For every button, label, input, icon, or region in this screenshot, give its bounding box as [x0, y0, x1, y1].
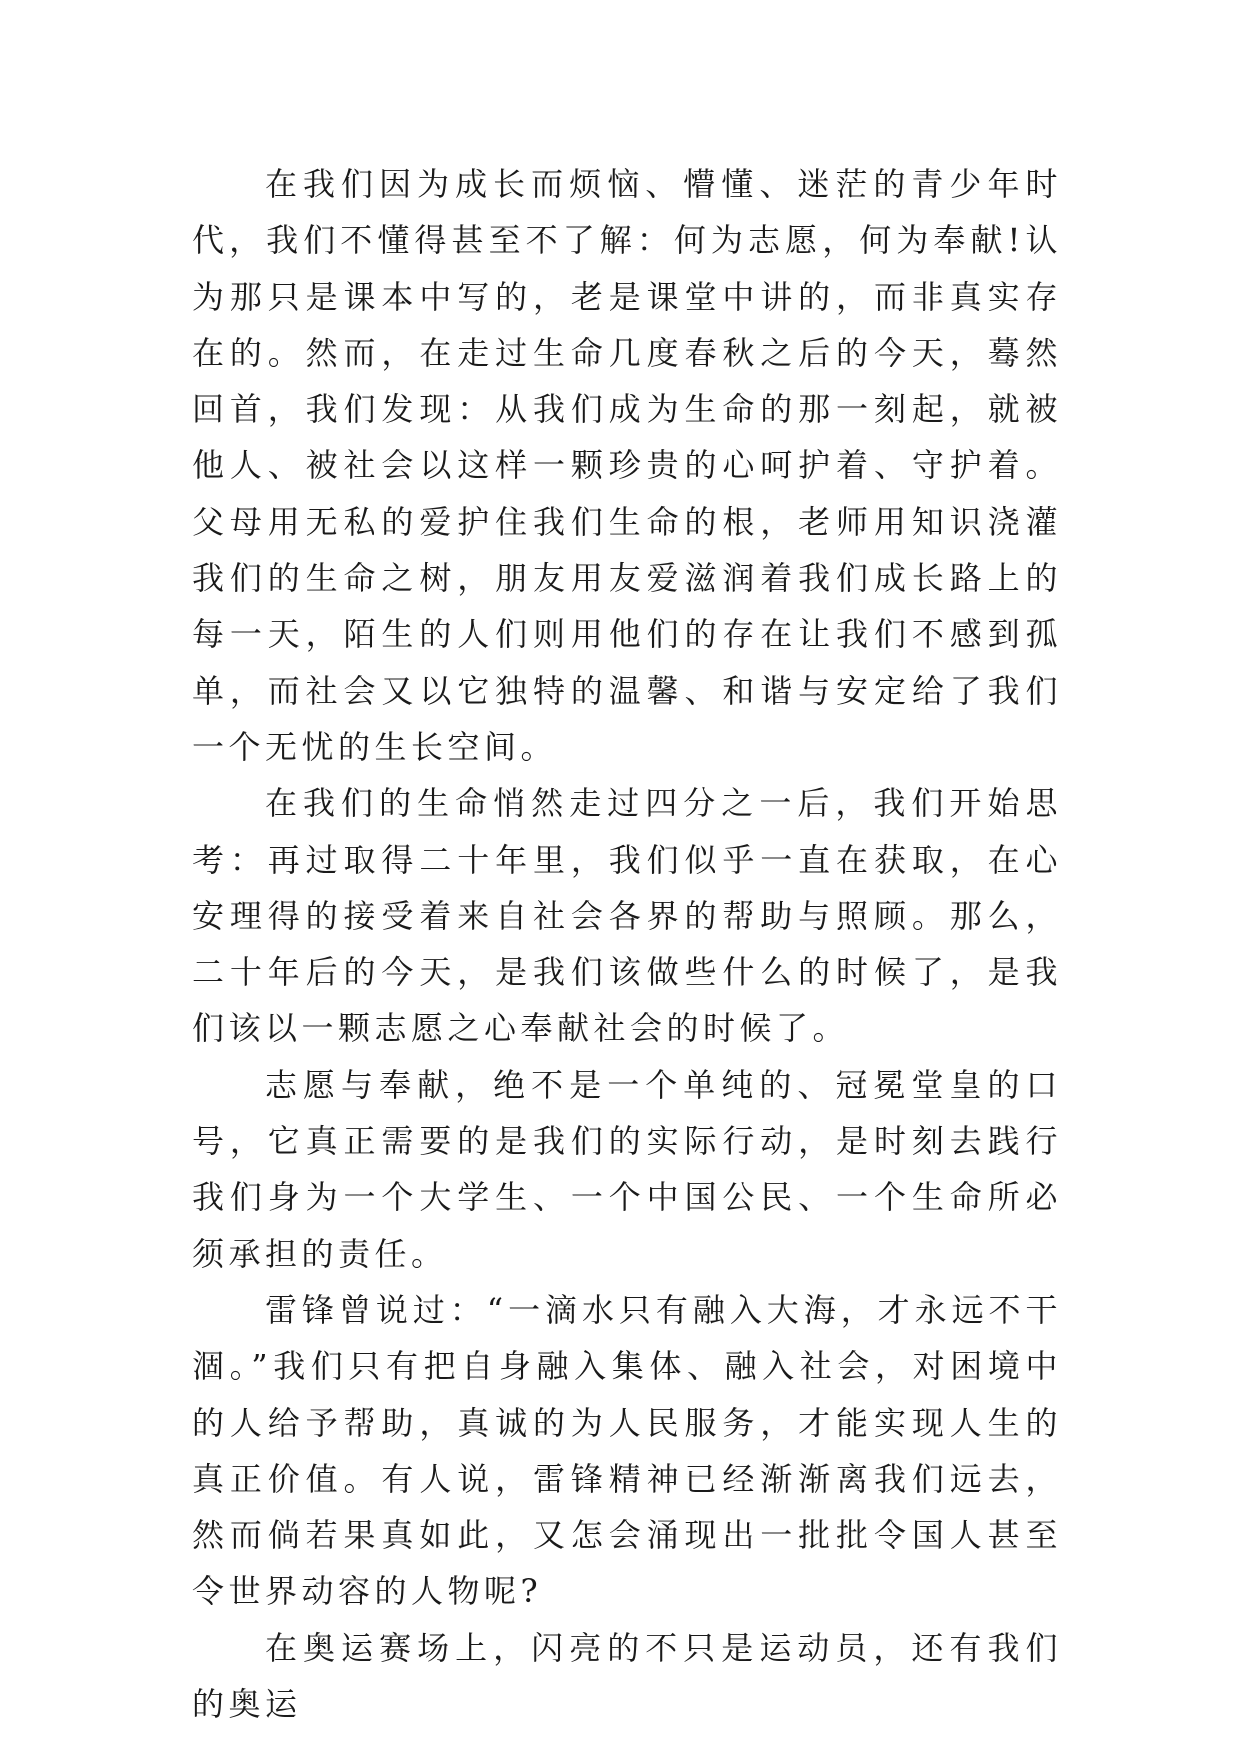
paragraph-2: 在我们的生命悄然走过四分之一后，我们开始思考：再过取得二十年里，我们似乎一直在获取，在心安理得的接受着来自社会各界的帮助与照顾。那么，二十年后的今天，是我们该做些什么的时候了，是我们该以一颗志愿之心奉献社会的时候了。: [192, 784, 1062, 1048]
paragraph-5: 在奥运赛场上，闪亮的不只是运动员，还有我们的奥运: [192, 1628, 1062, 1724]
paragraph-1: 在我们因为成长而烦恼、懵懂、迷茫的青少年时代，我们不懂得甚至不了解：何为志愿，何为奉献!认为那只是课本中写的，老是课堂中讲的，而非真实存在的。然而，在走过生命几度春秋之后的今天，蓦然回首，我们发现：从我们成为生命的那一刻起，就被他人、被社会以这样一颗珍贵的心呵护着、守护着。父母用无私的爱护住我们生命的根，老师用知识浇灌我们的生命之树，朋友用友爱滋润着我们成长路上的每一天，陌生的人们则用他们的存在让我们不感到孤单，而社会又以它独特的温馨、和谐与安定给了我们一个无忧的生长空间。: [192, 165, 1062, 766]
document-body: [192, 156, 1062, 1732]
paragraph-4: 雷锋曾说过：“一滴水只有融入大海，才永远不干涸。”我们只有把自身融入集体、融入社会，对困境中的人给予帮助，真诚的为人民服务，才能实现人生的真正价值。有人说，雷锋精神已经渐渐离我们远去，然而倘若果真如此，又怎会涌现出一批批令国人甚至令世界动容的人物呢?: [192, 1290, 1062, 1611]
paragraph-3: 志愿与奉献，绝不是一个单纯的、冠冕堂皇的口号，它真正需要的是我们的实际行动，是时刻去践行我们身为一个大学生、一个中国公民、一个生命所必须承担的责任。: [192, 1065, 1062, 1273]
